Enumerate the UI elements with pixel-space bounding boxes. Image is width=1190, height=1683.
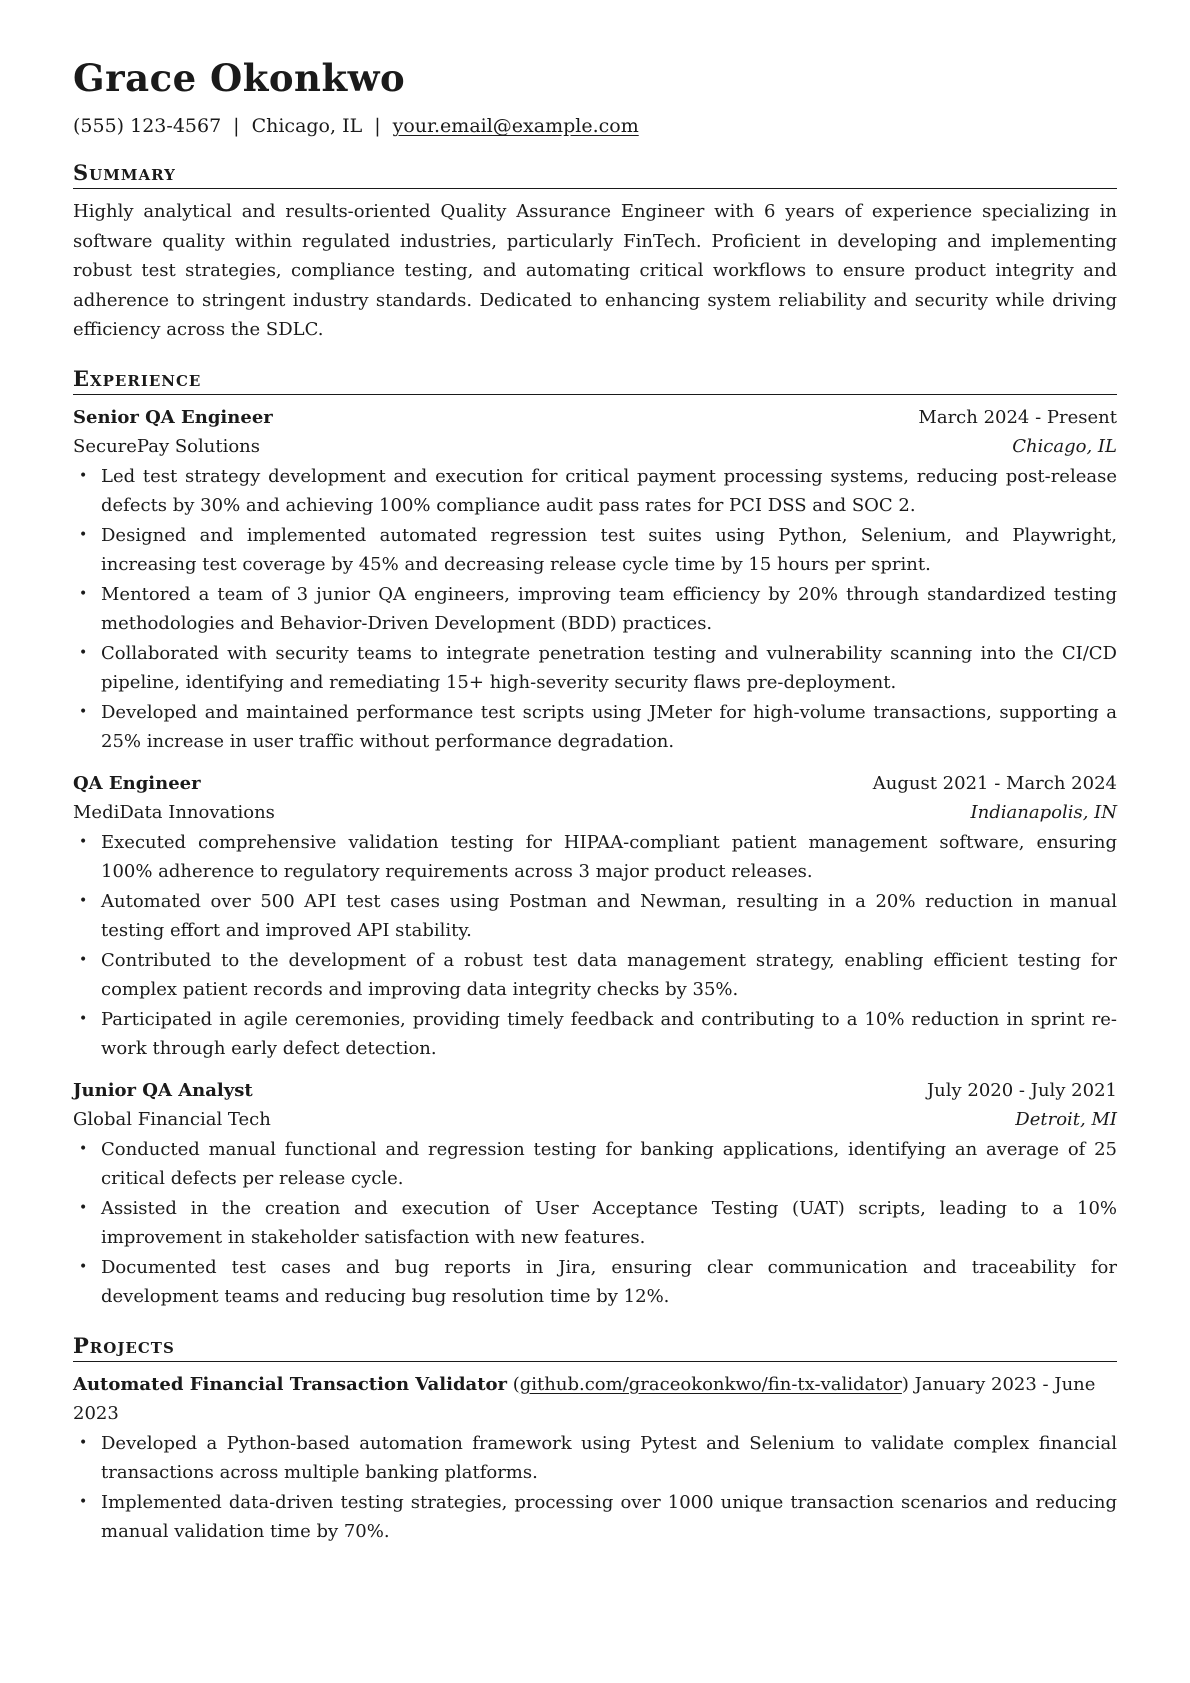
bullet-item: • Executed comprehensive validation testing for HIPAA-compliant patient management software, ensuring 100% adherence to regulatory requirements across 3 major product releases. <box>101 828 1117 887</box>
job-entry <box>73 403 1117 757</box>
job-title-row <box>73 403 1117 433</box>
bullet-item: • Collaborated with security teams to integrate penetration testing and vulnerability scanning into the CI/CD pipeline, identifying and remediating 15+ high-severity security flaws pre-deployment. <box>101 639 1117 698</box>
job-company-row <box>73 798 1117 828</box>
experience-section <box>73 367 1117 1312</box>
bullet-dot-icon: • <box>79 585 88 602</box>
bullet-list <box>73 1135 1117 1312</box>
job-location: Chicago, IL <box>1012 436 1117 458</box>
project-entry <box>73 1370 1117 1547</box>
job-role: QA Engineer <box>73 772 201 794</box>
bullet-item: • Participated in agile ceremonies, providing timely feedback and contributing to a 10% reduction in sprint re-work through early defect detection. <box>101 1005 1117 1064</box>
project-link[interactable]: github.com/graceokonkwo/fin-tx-validator <box>519 1373 902 1395</box>
bullet-dot-icon: • <box>79 1493 88 1510</box>
bullet-item: • Designed and implemented automated regression test suites using Python, Selenium, and Playwright, increasing test coverage by 45% and decreasing release cycle time by 15 hours per sprint. <box>101 521 1117 580</box>
bullet-dot-icon: • <box>79 951 88 968</box>
bullet-dot-icon: • <box>79 644 88 661</box>
job-company-row <box>73 432 1117 462</box>
bullet-dot-icon: • <box>79 833 88 850</box>
summary-heading: Summary <box>73 161 1117 189</box>
bullet-item: • Developed a Python-based automation framework using Pytest and Selenium to validate complex financial transactions across multiple banking platforms. <box>101 1429 1117 1488</box>
bullet-dot-icon: • <box>79 1140 88 1157</box>
bullet-item: • Contributed to the development of a robust test data management strategy, enabling efficient testing for complex patient records and improving data integrity checks by 35%. <box>101 946 1117 1005</box>
job-location: Detroit, MI <box>1015 1109 1117 1131</box>
bullet-list <box>73 1429 1117 1547</box>
jobs-list <box>73 403 1117 1312</box>
bullet-dot-icon: • <box>79 1010 88 1027</box>
bullet-item: • Conducted manual functional and regression testing for banking applications, identifying an average of 25 critical defects per release cycle. <box>101 1135 1117 1194</box>
bullet-dot-icon: • <box>79 1258 88 1275</box>
phone-number: (555) 123-4567 <box>73 115 222 138</box>
bullet-dot-icon: • <box>79 892 88 909</box>
bullet-item: • Developed and maintained performance test scripts using JMeter for high-volume transactions, supporting a 25% increase in user traffic without performance degradation. <box>101 698 1117 757</box>
bullet-item: • Mentored a team of 3 junior QA engineers, improving team efficiency by 20% through standardized testing methodologies and Behavior-Driven Development (BDD) practices. <box>101 580 1117 639</box>
bullet-dot-icon: • <box>79 526 88 543</box>
projects-list <box>73 1370 1117 1547</box>
contact-line <box>73 114 1117 139</box>
bullet-dot-icon: • <box>79 1199 88 1216</box>
job-dates: July 2020 - July 2021 <box>926 1079 1117 1101</box>
email-link[interactable]: your.email@example.com <box>392 115 639 138</box>
job-company: MediData Innovations <box>73 802 275 824</box>
job-title-row <box>73 769 1117 799</box>
contact-separator: | <box>233 115 240 138</box>
job-company: SecurePay Solutions <box>73 436 261 458</box>
bullet-item: • Automated over 500 API test cases using Postman and Newman, resulting in a 20% reduction in manual testing effort and improved API stability. <box>101 887 1117 946</box>
summary-text: Highly analytical and results-oriented Quality Assurance Engineer with 6 years of experience specializing in software quality within regulated industries, particularly FinTech. Proficient in developing and implementing robust test strategies, compliance testing, and automating critical workflows to ensure product integrity and adherence to stringent industry standards. Dedicated to enhancing system reliability and security while driving efficiency across the SDLC. <box>73 201 1117 341</box>
job-role: Senior QA Engineer <box>73 406 273 428</box>
job-entry <box>73 1076 1117 1312</box>
job-location: Indianapolis, IN <box>970 802 1117 824</box>
projects-heading: Projects <box>73 1334 1117 1362</box>
bullet-dot-icon: • <box>79 703 88 720</box>
job-company: Global Financial Tech <box>73 1109 271 1131</box>
project-dates: January 2023 - June 2023 <box>73 1373 1096 1425</box>
bullet-item: • Implemented data-driven testing strategies, processing over 1000 unique transaction scenarios and reducing manual validation time by 70%. <box>101 1488 1117 1547</box>
summary-section <box>73 161 1117 345</box>
projects-section <box>73 1334 1117 1547</box>
bullet-dot-icon: • <box>79 467 88 484</box>
job-company-row <box>73 1105 1117 1135</box>
project-header: Automated Financial Transaction Validator (github.com/graceokonkwo/fin-tx-validator) January 2023 - June 2023 <box>73 1373 1096 1425</box>
bullet-dot-icon: • <box>79 1434 88 1451</box>
bullet-list <box>73 462 1117 757</box>
job-role: Junior QA Analyst <box>73 1079 253 1101</box>
contact-separator: | <box>374 115 381 138</box>
bullet-item: • Documented test cases and bug reports in Jira, ensuring clear communication and traceability for development teams and reducing bug resolution time by 12%. <box>101 1253 1117 1312</box>
job-entry <box>73 769 1117 1064</box>
candidate-name: Grace Okonkwo <box>73 56 406 100</box>
location-text: Chicago, IL <box>251 115 363 138</box>
job-dates: August 2021 - March 2024 <box>872 772 1117 794</box>
project-name: Automated Financial Transaction Validator <box>73 1373 508 1395</box>
bullet-list <box>73 828 1117 1064</box>
job-dates: March 2024 - Present <box>918 406 1117 428</box>
bullet-item: • Assisted in the creation and execution of User Acceptance Testing (UAT) scripts, leading to a 10% improvement in stakeholder satisfaction with new features. <box>101 1194 1117 1253</box>
bullet-item: • Led test strategy development and execution for critical payment processing systems, reducing post-release defects by 30% and achieving 100% compliance audit pass rates for PCI DSS and SOC 2. <box>101 462 1117 521</box>
job-title-row <box>73 1076 1117 1106</box>
experience-heading: Experience <box>73 367 1117 395</box>
